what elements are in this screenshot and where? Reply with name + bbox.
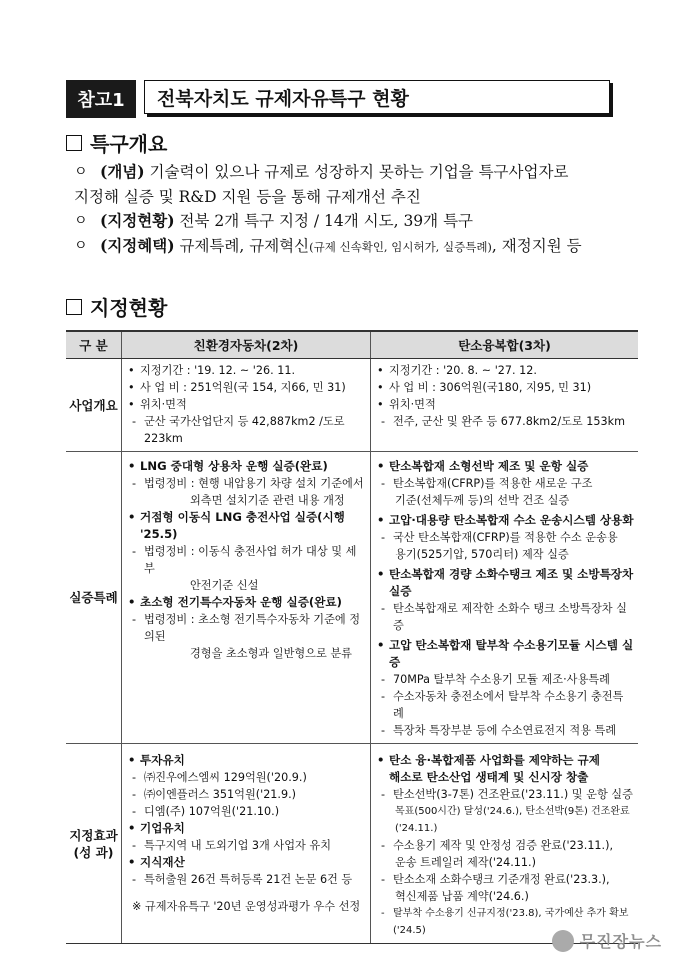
section-designation-heading: 지정현황 xyxy=(66,292,167,321)
overview-bullets xyxy=(74,160,634,259)
table-row-overview: 사업개요 • 지정기간 : '19. 12. ~ '26. 11. • 사 업 비 : 251억원(국 154, 지66, 민 31) • 위치·면적 - 군산 국가산업단지 등 42,887km2 /도로 223km • 지정기간 : '20. 8. ~ '27. 12. • 사 업 비 : 306억원(국180, 지95, 민 31) • 위치·면적 - 전주, 군산 및 완주 등 677.8km2/도로 153km xyxy=(66,359,638,452)
header-category: 구 분 xyxy=(66,331,122,359)
table-row-trials: 실증특례 • LNG 중대형 상용차 운행 실증(완료) - 법령정비 : 현행 내압용기 차량 설치 기준에서 외측면 설치기준 관련 내용 개정 • 거점형 이동식 LNG 충전사업 실증(시행 '25.5) - 법령정비 : 이동식 충전사업 허가 대상 및 세부 안전기준 신설 • 초소형 전기특수자동차 운행 실증(완료) - 법령정비 : 초소형 전기특수자동차 기준에 정의된 경형을 초소형과 일반형으로 분류 • 탄소복합재 소형선박 제조 및 운항 실증 - 탄소복합재(CFRP)를 적용한 새로운 구조 기준(선체두께 등)의 선박 건조 실증 • 고압·대용량 탄소복합재 수소 운송시스템 상용화 - 국산 탄소복합재(CFRP)를 적용한 수소 운송용 용기(525기압, 570리터) 제작 실증 • 탄소복합재 경량 소화수탱크 제조 및 소방특장차 실증 - 탄소복합재로 제작한 소화수 탱크 소방특장차 실증 • 고압 탄소복합재 탈부착 수소용기모듈 시스템 실증 - 70MPa 탈부착 수소용기 모듈 제조·사용특례 - 수소자동차 충전소에서 탈부착 수소용기 충전특례 - 특장차 특장부분 등에 수소연료전지 적용 특례 xyxy=(66,452,638,744)
reference-tag: 참고1 xyxy=(66,80,136,118)
header-eco-vehicle: 친환경자동차(2차) xyxy=(122,331,371,359)
table-row-outcomes: 지정효과 (성 과) • 투자유치 - ㈜진우에스엠씨 129억원('20.9.) - ㈜이엔플러스 351억원('21.9.) - 디엠(주) 107억원('21.10.) • 기업유치 - 특구지역 내 도외기업 3개 사업자 유치 • 지식재산 - 특허출원 26건 특허등록 21건 논문 6건 등 ※ 규제자유특구 '20년 운영성과평가 우수 선정 • 탄소 융·복합제품 사업화를 제약하는 규제 해소로 탄소산업 생태계 및 신시장 창출 - 탄소선박(3-7톤) 건조완료('23.11.) 및 운항 실증 목표(500시간) 달성('24.6.), 탄소선박(9톤) 건조완료('24.11.) - 수소용기 제작 및 안정성 검증 완료('23.11.), 운송 트레일러 제작('24.11.) - 탄소소재 소화수탱크 기준개정 완료('23.3.), 혁신제품 납품 계약('24.6.) - 탈부착 수소용기 신규지정('23.8), 국가예산 추가 확보('24.5) xyxy=(66,744,638,944)
square-bullet-icon xyxy=(66,135,82,151)
outcome-note: ※ 규제자유특구 '20년 운영성과평가 우수 선정 xyxy=(132,900,361,913)
section-overview-heading: 특구개요 xyxy=(66,128,167,157)
row-label-trials: 실증특례 xyxy=(66,452,122,744)
bullet-concept-continued: 지정해 실증 및 R&D 지원 등을 통해 규제개선 추진 xyxy=(74,187,421,206)
bullet-concept: ㅇ (개념) 기술력이 있으나 규제로 성장하지 못하는 기업을 특구사업자로 xyxy=(74,162,569,181)
row-label-overview: 사업개요 xyxy=(66,359,122,452)
square-bullet-icon xyxy=(66,299,82,315)
header-carbon: 탄소융복합(3차) xyxy=(371,331,639,359)
designation-table xyxy=(66,330,638,944)
row-label-outcomes: 지정효과 (성 과) xyxy=(66,744,122,944)
watermark-logo-icon xyxy=(552,930,574,952)
bullet-status: ㅇ (지정현황) 전북 2개 특구 지정 / 14개 시도, 39개 특구 xyxy=(74,211,474,230)
table-header-row xyxy=(66,331,638,359)
bullet-benefits: ㅇ (지정혜택) 규제특례, 규제혁신(규제 신속확인, 임시허가, 실증특례), 재정지원 등 xyxy=(74,235,582,255)
watermark: 무진장뉴스 xyxy=(552,929,662,952)
section-header xyxy=(66,80,614,118)
document-title: 전북자치도 규제자유특구 현황 xyxy=(144,80,610,114)
